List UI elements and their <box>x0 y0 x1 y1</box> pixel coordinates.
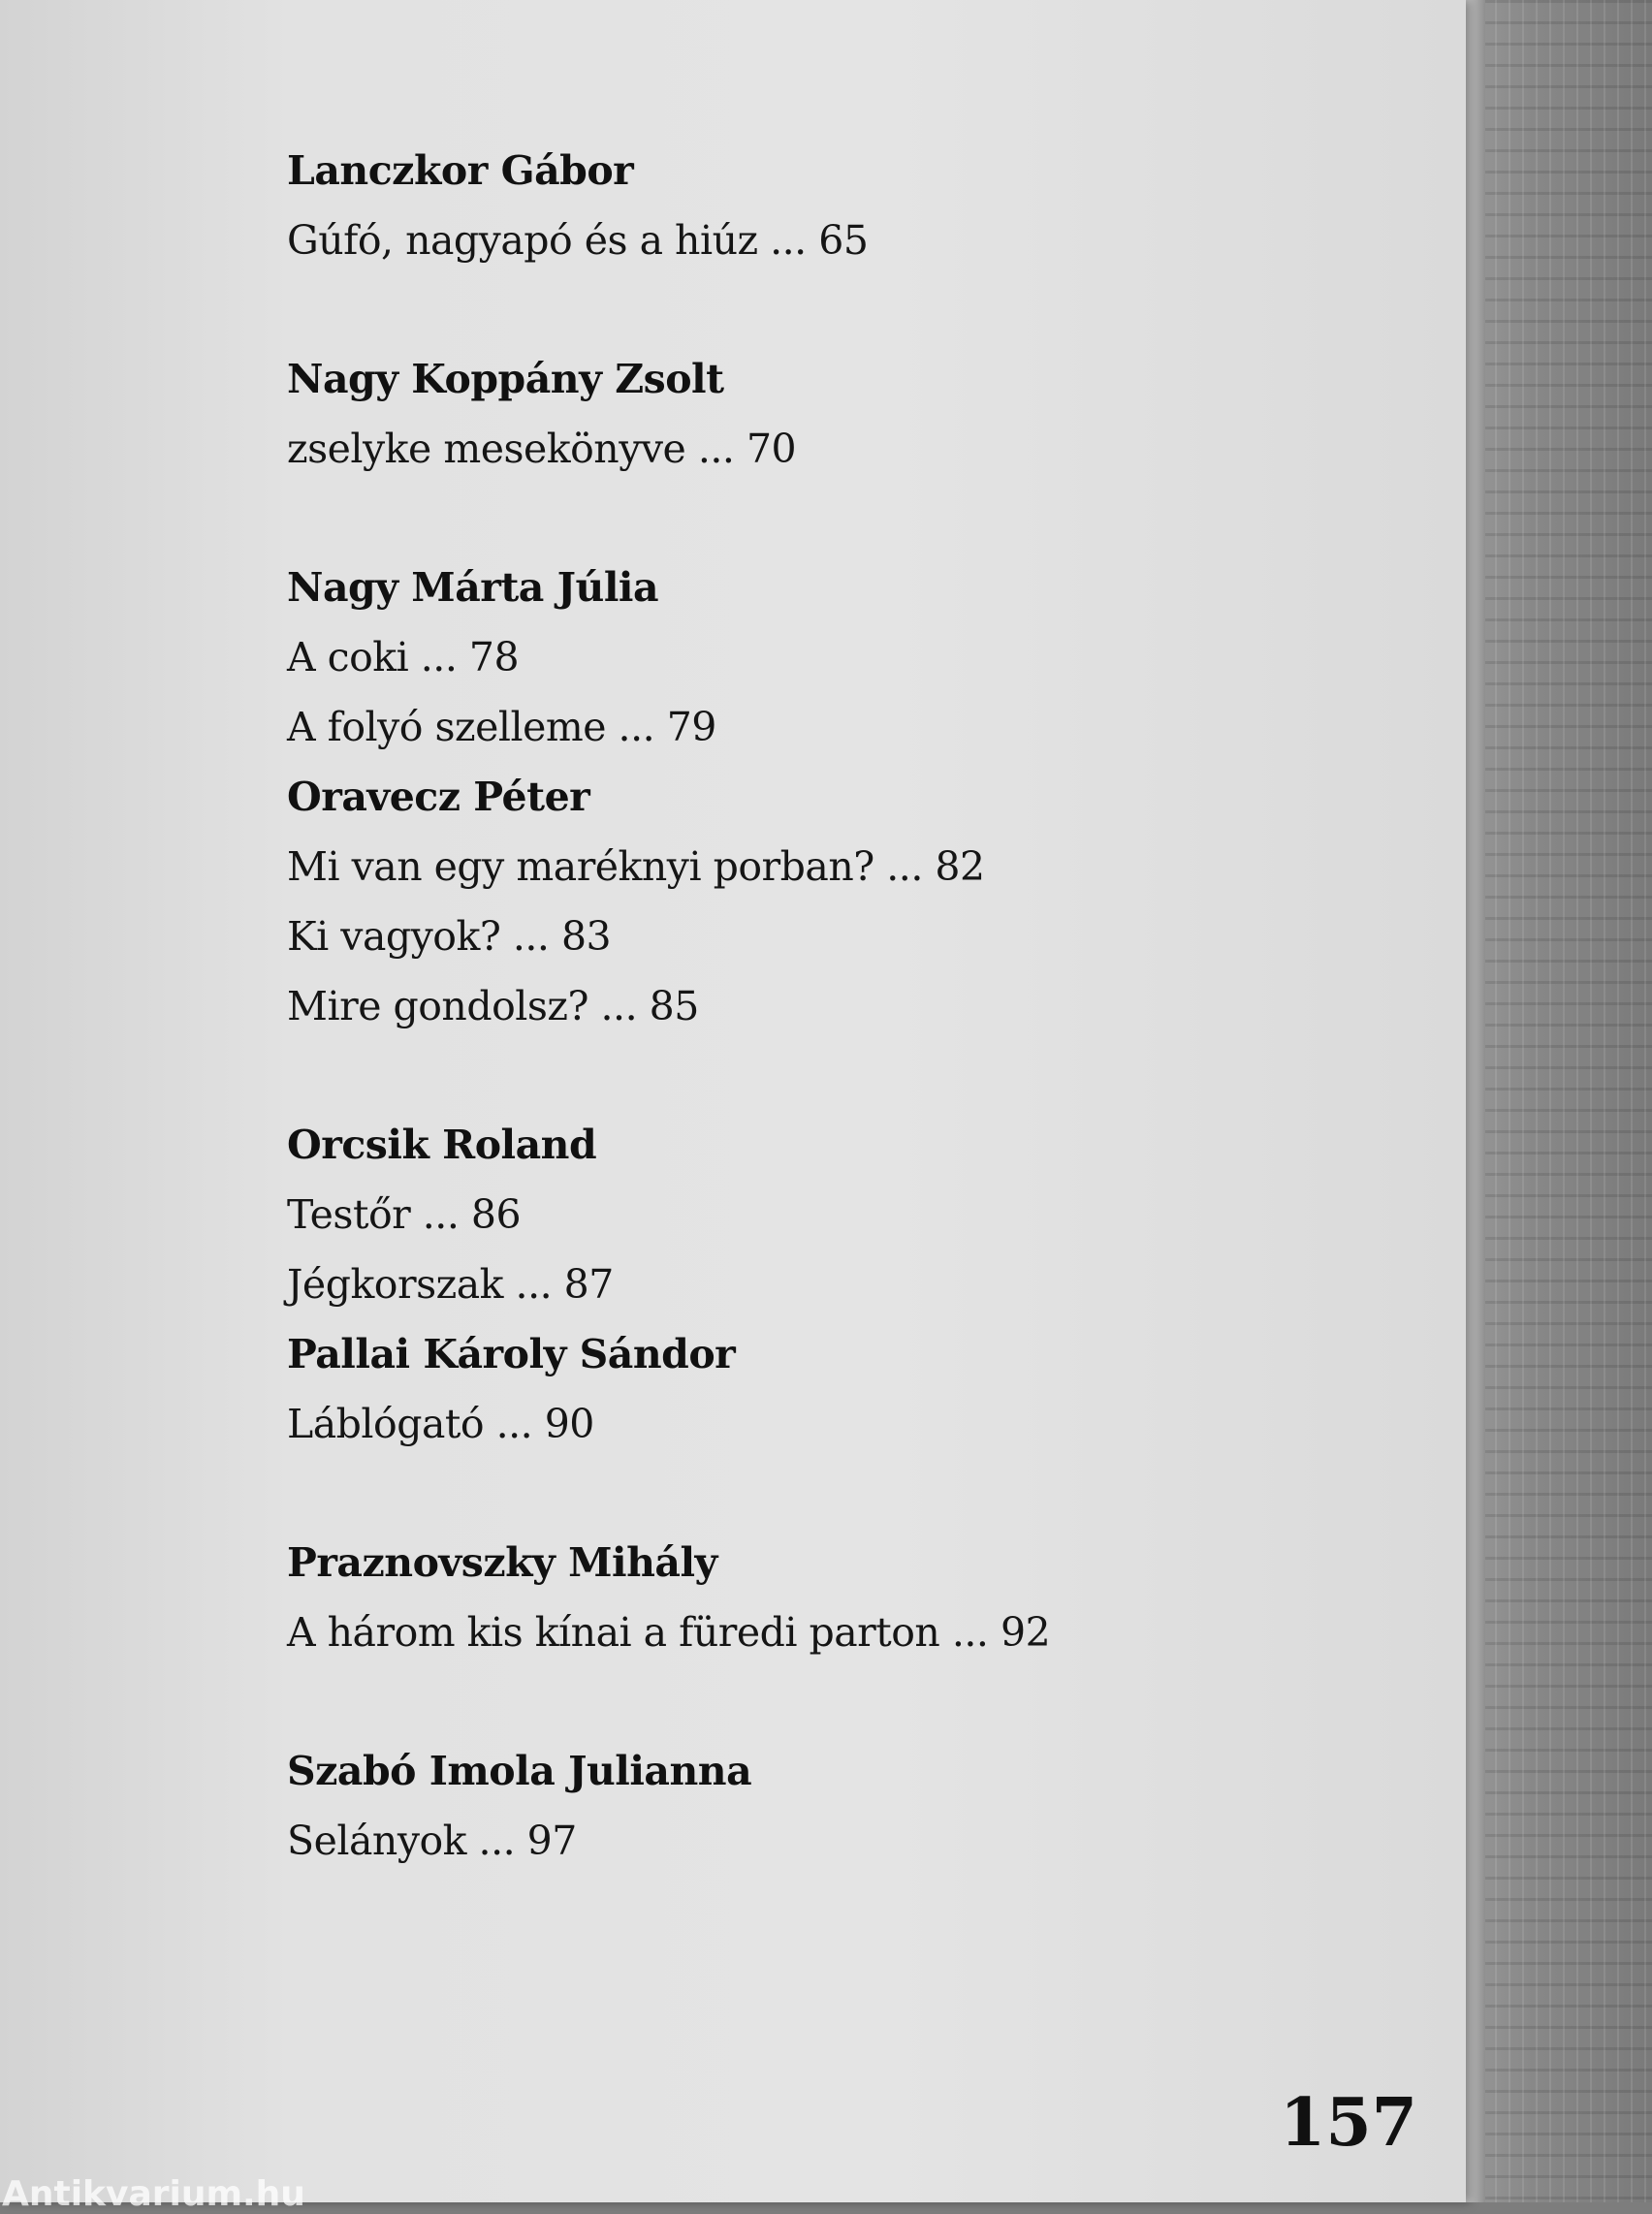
toc-entry <box>287 1110 1256 1319</box>
table-of-contents <box>287 136 1256 1876</box>
toc-entry <box>287 553 1256 762</box>
work-title: zselyke mesekönyve ... 70 <box>287 426 797 472</box>
work-title: Jégkorszak ... 87 <box>287 1261 614 1308</box>
author-name: Pallai Károly Sándor <box>287 1331 736 1377</box>
work-title: Mire gondolsz? ... 85 <box>287 983 699 1029</box>
toc-entry <box>287 1736 1256 1876</box>
work-title: Testőr ... 86 <box>287 1191 522 1238</box>
author-name: Nagy Márta Júlia <box>287 564 659 611</box>
work-title: Láblógató ... 90 <box>287 1401 594 1447</box>
author-name: Oravecz Péter <box>287 774 590 820</box>
author-name: Praznovszky Mihály <box>287 1539 717 1586</box>
work-title: A coki ... 78 <box>287 634 520 680</box>
work-title: Ki vagyok? ... 83 <box>287 913 612 960</box>
author-name: Orcsik Roland <box>287 1122 597 1168</box>
toc-entry <box>287 1528 1256 1667</box>
author-name: Lanczkor Gábor <box>287 147 634 194</box>
toc-entry <box>287 136 1256 275</box>
toc-entry <box>287 1319 1256 1459</box>
work-title: Selányok ... 97 <box>287 1818 577 1864</box>
toc-entry <box>287 344 1256 484</box>
work-title: Mi van egy maréknyi porban? ... 82 <box>287 843 985 890</box>
work-title: Gúfó, nagyapó és a hiúz ... 65 <box>287 217 869 264</box>
work-title: A folyó szelleme ... 79 <box>287 704 716 750</box>
toc-entry <box>287 762 1256 1041</box>
work-title: A három kis kínai a füredi parton ... 92 <box>287 1609 1051 1656</box>
page-number: 157 <box>1280 2084 1417 2162</box>
watermark-text: Antikvarium.hu <box>2 2174 305 2214</box>
author-name: Nagy Koppány Zsolt <box>287 356 724 402</box>
author-name: Szabó Imola Julianna <box>287 1748 752 1794</box>
